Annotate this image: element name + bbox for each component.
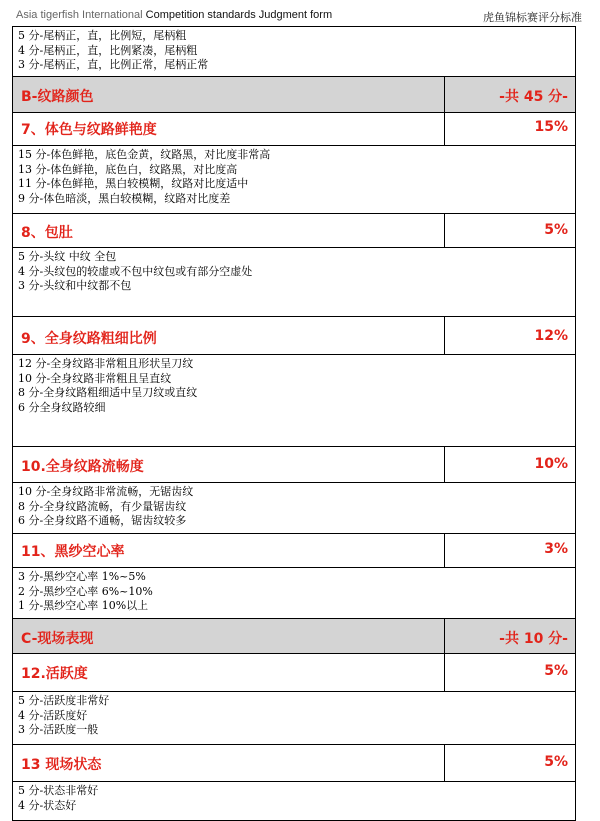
criterion-header-row bbox=[12, 213, 576, 247]
criterion-weight: 10% bbox=[534, 456, 568, 472]
criteria-line: 3 分-尾柄正，直，比例正常，尾柄正常 bbox=[18, 58, 209, 71]
criteria-line: 3 分-头纹和中纹都不包 bbox=[18, 279, 132, 292]
criteria-line: 5 分-状态非常好 bbox=[18, 784, 99, 797]
criterion-weight: 15% bbox=[534, 119, 568, 135]
criterion-weight: 5% bbox=[544, 222, 568, 238]
page-header bbox=[16, 9, 584, 27]
criteria-line: 13 分-体色鲜艳，底色白，纹路黑，对比度高 bbox=[18, 162, 238, 176]
column-divider bbox=[444, 77, 445, 112]
criterion-title: 12.活跃度 bbox=[21, 666, 88, 682]
criterion-title: 13 现场状态 bbox=[21, 757, 102, 773]
section-header-row bbox=[12, 76, 576, 112]
criteria-line: 6 分-全身纹路不通畅，锯齿纹较多 bbox=[18, 514, 187, 527]
criterion-weight: 3% bbox=[544, 541, 568, 557]
criterion-weight: 5% bbox=[544, 754, 568, 770]
criteria-line: 3 分-活跃度一般 bbox=[18, 723, 99, 736]
criterion-header-row bbox=[12, 533, 576, 567]
column-divider bbox=[444, 745, 445, 781]
form-title-cn: 虎鱼锦标赛评分标准 bbox=[483, 11, 582, 24]
criteria-line: 5 分-头纹 中纹 全包 bbox=[18, 250, 117, 263]
column-divider bbox=[444, 113, 445, 145]
criteria-line: 8 分-全身纹路流畅，有少量锯齿纹 bbox=[18, 499, 187, 513]
form-title-en-main: Competition standards Judgment form bbox=[145, 9, 333, 21]
criteria-line: 4 分-状态好 bbox=[18, 798, 77, 812]
criteria-list bbox=[12, 567, 576, 618]
column-divider bbox=[444, 619, 445, 653]
criterion-header-row bbox=[12, 653, 576, 691]
criteria-line: 5 分-尾柄正，直，比例短，尾柄粗 bbox=[18, 29, 187, 42]
criterion-header-row bbox=[12, 446, 576, 482]
criterion-header-row bbox=[12, 316, 576, 354]
column-divider bbox=[444, 214, 445, 247]
criterion-title: 11、黑纱空心率 bbox=[21, 544, 125, 560]
column-divider bbox=[444, 534, 445, 567]
criteria-line: 15 分-体色鲜艳，底色金黄，纹路黑，对比度非常高 bbox=[18, 148, 271, 161]
criteria-line: 4 分-活跃度好 bbox=[18, 708, 88, 722]
criteria-line: 9 分-体色暗淡，黑白较模糊，纹路对比度差 bbox=[18, 191, 231, 205]
criteria-line: 11 分-体色鲜艳，黑白较模糊，纹路对比度适中 bbox=[18, 177, 249, 190]
criterion-title: 7、体色与纹路鲜艳度 bbox=[21, 122, 157, 138]
criteria-line: 10 分-全身纹路非常流畅，无锯齿纹 bbox=[18, 485, 194, 498]
criteria-line: 3 分-黑纱空心率 1%~5% bbox=[18, 570, 146, 583]
section-points: -共 45 分- bbox=[499, 89, 568, 105]
criterion-title: 10.全身纹路流畅度 bbox=[21, 459, 144, 475]
criteria-line: 10 分-全身纹路非常粗且呈直纹 bbox=[18, 371, 172, 385]
criteria-list bbox=[12, 354, 576, 446]
column-divider bbox=[444, 317, 445, 354]
column-divider bbox=[444, 654, 445, 691]
form-title-en bbox=[16, 9, 332, 21]
criterion-title: 9、全身纹路粗细比例 bbox=[21, 331, 157, 347]
section-title: B-纹路颜色 bbox=[21, 89, 94, 105]
section-title: C-现场表现 bbox=[21, 631, 94, 647]
criteria-line: 4 分-尾柄正，直，比例紧凑，尾柄粗 bbox=[18, 43, 198, 57]
criteria-line: 6 分全身纹路较细 bbox=[18, 400, 106, 414]
criterion-weight: 5% bbox=[544, 663, 568, 679]
criteria-line: 2 分-黑纱空心率 6%~10% bbox=[18, 584, 153, 598]
section-header-row bbox=[12, 618, 576, 653]
criteria-line: 5 分-活跃度非常好 bbox=[18, 694, 110, 707]
form-title-en-prefix: Asia tigerfish International bbox=[16, 9, 146, 21]
column-divider bbox=[444, 447, 445, 482]
criteria-list bbox=[12, 691, 576, 744]
criterion-title: 8、包肚 bbox=[21, 225, 73, 241]
criteria-line: 4 分-头纹包的较虚或不包中纹包或有部分空虚处 bbox=[18, 264, 253, 278]
criteria-line: 8 分-全身纹路粗细适中呈刀纹或直纹 bbox=[18, 386, 198, 399]
criterion-header-row bbox=[12, 744, 576, 781]
criteria-list bbox=[12, 145, 576, 213]
criteria-line: 12 分-全身纹路非常粗且形状呈刀纹 bbox=[18, 357, 194, 370]
criteria-list bbox=[12, 247, 576, 316]
criteria-list bbox=[12, 26, 576, 76]
criteria-list bbox=[12, 781, 576, 821]
judgment-table bbox=[12, 26, 576, 821]
criteria-list bbox=[12, 482, 576, 533]
section-points: -共 10 分- bbox=[499, 631, 568, 647]
criterion-weight: 12% bbox=[534, 328, 568, 344]
criterion-header-row bbox=[12, 112, 576, 145]
criteria-line: 1 分-黑纱空心率 10%以上 bbox=[18, 599, 149, 612]
